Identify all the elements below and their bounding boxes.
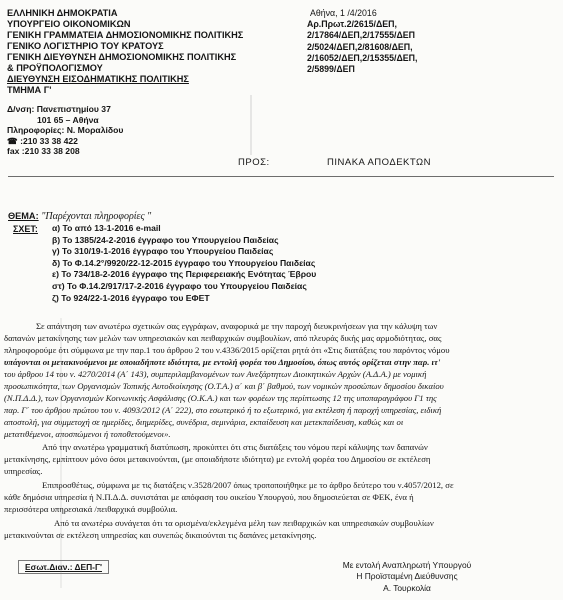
body-line: μετατιθέμενοι, αποσπώμενοι ή τοποθετούμενοι». [4,429,171,439]
body-line: Σε απάντηση των ανωτέρω σχετικών σας εγγράφων, αναφορικά με την παροχή διευκρινήσεων για την κάλυψη των [36,321,438,331]
related-item: δ) Το Φ.14.2°/9920/22-12-2015 έγγραφο του Υπουργείου Παιδείας [52,257,316,268]
recipient-value: ΠΙΝΑΚΑ ΑΠΟΔΕΚΤΩΝ [327,157,431,168]
body-line: περισσότερα υπηρεσιακά /πειθαρχικά συμβούλια. [4,504,178,514]
header-line: ΓΕΝΙΚΟ ΛΟΓΙΣΤΗΡΙΟ ΤΟΥ ΚΡΑΤΟΥΣ [7,41,164,51]
contact-block [7,104,123,157]
header-line: ΥΠΟΥΡΓΕΙΟ ΟΙΚΟΝΟΜΙΚΩΝ [7,19,131,29]
header-line: & ΠΡΟΫΠΟΛΟΓΙΣΜΟΥ [7,63,103,73]
contact-info: Πληροφορίες: Ν. Μοραλίδου [7,125,124,136]
phone-number: ☎ :210 33 38 422 [7,135,78,146]
signature-line: Α. Τουρκολία [383,582,431,593]
body-line: Επιπροσθέτως, σύμφωνα με τις διατάξεις ν.3528/2007 όπως τροποποιήθηκε με το άρθρο δεύτερο του ν.4057/2012, σε [42,480,454,490]
scan-artifact [250,95,252,155]
body-line: παρ. Γ΄ του άρθρου πρώτου του ν. 4093/2012 (Α΄ 222), στο εσωτερικό ή το εξωτερικό, για εκτέλεση ή παροχή υπηρεσίας, ειδική [4,405,442,415]
scan-artifact [60,318,62,588]
paragraph-3 [4,479,556,515]
divider [8,176,554,177]
body-line: Από την ανωτέρω γραμματική διατύπωση, προκύπτει ότι στις διατάξεις του νόμου περί κάλυψης των δαπανών [42,442,428,452]
header-line: ΓΕΝΙΚΗ ΔΙΕΥΘΥΝΣΗ ΔΗΜΟΣΙΟΝΟΜΙΚΗΣ ΠΟΛΙΤΙΚΗΣ [7,52,237,62]
paragraph-4 [4,517,556,541]
header-line: ΔΙΕΥΘΥΝΣΗ ΕΙΣΟΔΗΜΑΤΙΚΗΣ ΠΟΛΙΤΙΚΗΣ [7,74,189,84]
protocol-number: 2/5024/ΔΕΠ,2/81608/ΔΕΠ, [307,41,413,52]
signature-block [322,560,492,594]
body-line: υπάγονται οι μετακινούμενοι με οποιαδήποτε ιδιότητα, με εντολή φορέα του Δημοσίου, όπως αυτός ορίζεται στην παρ. ιτ' [4,357,441,367]
body-line: αποστολή, για συμμετοχή σε ημερίδες, διημερίδες, συνέδρια, σεμινάρια, εκπαίδευση και μετεκπαίδευση, καθώς και οι [4,417,404,427]
related-item: β) Το 1385/24-2-2016 έγγραφο του Υπουργείου Παιδείας [52,234,279,245]
protocol-number: Αρ.Πρωτ.2/2615/ΔΕΠ, [307,19,397,30]
letter-body [4,320,556,541]
related-label: ΣΧΕΤ: [13,224,38,234]
header-line: ΤΜΗΜΑ Γ' [7,85,52,95]
subject-value: "Παρέχονται πληροφορίες " [41,211,152,222]
protocol-number: 2/5899/ΔΕΠ [307,64,355,75]
body-line: υπηρεσίας. [4,466,43,476]
signature-line: Με εντολή Αναπληρωτή Υπουργού [342,560,472,570]
protocol-number: 2/16052/ΔΕΠ,2/15355/ΔΕΠ, [307,52,418,63]
related-item: ε) Το 734/18-2-2016 έγγραφο της Περιφερειακής Ενότητας Έβρου [52,269,317,280]
recipient-label: ΠΡΟΣ: [238,157,270,168]
paragraph-2 [4,441,556,477]
related-list [52,223,316,304]
fax-number: fax :210 33 38 208 [7,146,80,157]
document-date: Αθήνα, 1 /4/2016 [310,8,377,18]
issuer-header [7,8,277,96]
city: 101 65 – Αθήνα [37,114,99,125]
body-line: (Ν.Π.Δ.Δ.), των Οργανισμών Κοινωνικής Ασφάλισης (Ο.Κ.Α.) και των φορέων της περίπτωσης 12 της υποπαραγράφου Γ1 της [4,393,437,403]
related-item: ζ) Το 924/22-1-2016 έγγραφο του ΕΦΕΤ [52,292,210,303]
related-item: α) Το από 13-1-2016 e-mail [52,223,161,233]
body-line: του άρθρου 14 του ν. 4270/2014 (Α΄ 143), συμπεριλαμβανομένων των Ανεξάρτητων Διοικητικών Αρχών (Α.Δ.Α.) με νομική [4,369,427,379]
body-line: δαπανών μετακίνησης των μελών των υπηρεσιακών και πειθαρχικών συμβουλίων, από πλευράς δικής μας αρμοδιότητας, σας [4,333,442,343]
body-line: προσωπικότητα, των Οργανισμών Τοπικής Αυτοδιοίκησης (Ο.Τ.Α.) α΄ και β΄ βαθμού, των νομικών προσώπων δημοσίου δικαίου [4,381,444,391]
header-line: ΓΕΝΙΚΗ ΓΡΑΜΜΑΤΕΙΑ ΔΗΜΟΣΙΟΝΟΜΙΚΗΣ ΠΟΛΙΤΙΚΗΣ [7,30,244,40]
internal-distribution-stamp: Εσωτ.Διαν.: ΔΕΠ-Γ' [18,560,109,574]
body-line: Από τα ανωτέρω συνάγεται ότι τα ορισμένα/εκλεγμένα μέλη των πειθαρχικών και υπηρεσιακών συμβουλίων [54,518,434,528]
related-item: στ) Το Φ.14.2/917/17-2-2016 έγγραφο του Υπουργείου Παιδείας [52,280,307,291]
body-line: πληροφορούμε ότι σύμφωνα με την παρ.1 του άρθρου 2 του ν.4336/2015 ορίζεται ρητά ότι «Στις διατάξεις του παρόντος νόμου [4,345,450,355]
street-address: Δ/νση: Πανεπιστημίου 37 [7,104,111,114]
related-item: γ) Το 310/19-1-2016 έγγραφο του Υπουργείου Παιδείας [52,246,274,257]
body-line: κάθε δημόσια υπηρεσία ή Ν.Π.Δ.Δ. συνιστάται με απόφαση του οικείου Υπουργού, που δημοσιεύεται σε ΦΕΚ, ένα ή [4,492,414,502]
subject-label: ΘΕΜΑ: [8,211,39,221]
signature-line: Η Προϊσταμένη Διεύθυνσης [356,571,458,582]
body-line: μετακίνησης, εμπίπτουν μόνο όσοι μετακινούνται, (με οποιαδήποτε ιδιότητα) με εντολή φορέα του Δημοσίου σε εκτέλεση [4,454,431,464]
subject-line [8,211,151,222]
reference-block [307,8,417,75]
protocol-number: 2/17864/ΔΕΠ,2/17555/ΔΕΠ [307,30,416,41]
header-line: ΕΛΛΗΝΙΚΗ ΔΗΜΟΚΡΑΤΙΑ [7,8,118,18]
paragraph-1 [4,320,556,440]
body-line: μετακινούνται σε εκτέλεση υπηρεσίας και συνεπώς δικαιούνται τις δαπάνες μετακίνησης. [4,530,317,540]
